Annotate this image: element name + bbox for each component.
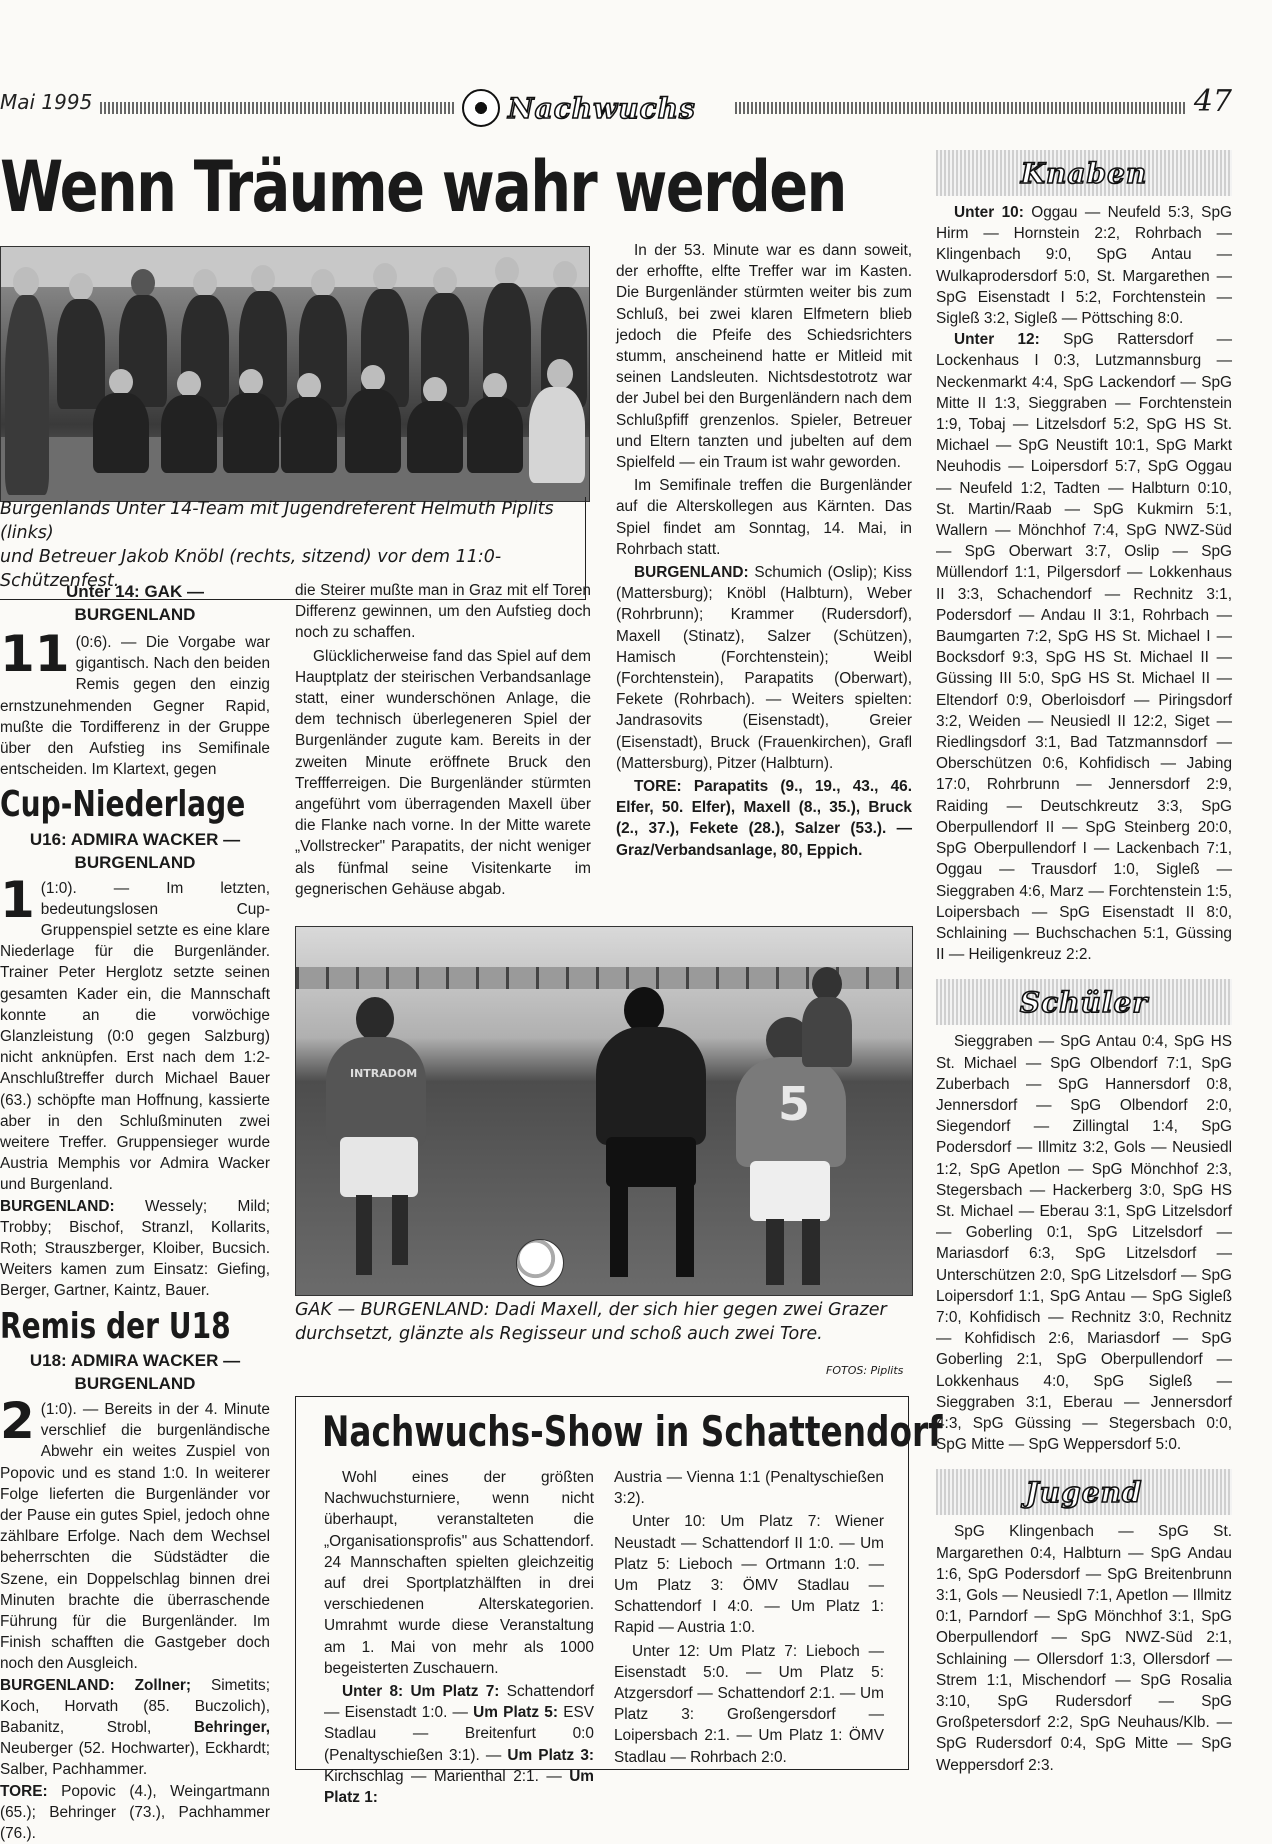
lineup-text: Schumich (Oslip); Kiss (Mattersburg); Knöbl (Halbturn), Weber (Rohrbrunn); Krammer (Rudersdorf), Maxell (Stinatz), Salzer (Schützen), Hamisch (Forchtenstein); Weibl (Forchtenstein), Parapatits (Oberwart), Fekete (Rohrbach). — Weiters spielten: Jandrasovits (Eisenstadt), Greier (Eisenstadt), Bruck (Frauenkirchen), Grafl (Mattersburg), Pitzer (Halbturn).: [616, 564, 913, 772]
lineup-text: Wessely; Mild; Trobby; Bischof, Stranzl, Kollarits, Roth; Strauszberger, Kloiber, Bucsich. Weiters kamen zum Einsatz: Giefing, Berger, Gartner, Kaintz, Bauer.: [0, 1197, 270, 1300]
shirt-number: 5: [778, 1077, 811, 1131]
goals-label: TORE:: [634, 778, 682, 796]
player-head: [177, 371, 201, 397]
issue-date: Mai 1995: [0, 90, 93, 114]
player-figure: [467, 397, 523, 473]
page-number: 47: [1193, 84, 1232, 119]
jugend-header: [936, 1469, 1232, 1515]
player-figure: [802, 997, 852, 1067]
goals-text: Popovic (4.), Weingartmann (65.); Behringer (73.), Pachhammer (76.).: [0, 1782, 270, 1842]
player-head: [483, 373, 507, 399]
show-box-col-left: [324, 1467, 594, 1810]
lineup-bold: Behringer,: [193, 1718, 270, 1736]
player-figure: [57, 299, 105, 409]
col2-paragraph: Glücklicherweise fand das Spiel auf dem Hauptplatz der steirischen Verbandsanlage statt, einer wunderschönen Anlage, die dem technisch überlegeneren Spiel der Burgenländer zugute kam. Bereits in der zweiten Minute eröffnete Bruck den Treffferreigen. Die Burgenländer stürmten angeführt vom überragenden Maxell über die Flanke nach vorne. In der Mitte warete „Vollstrecker" Parapatits, der nicht weniger als fünfmal seine Visitenkarte im gegnerischen Gehäuse abgab.: [295, 647, 591, 898]
player-head: [109, 369, 133, 395]
u18-paragraph: [0, 1391, 270, 1675]
player-head: [495, 257, 519, 285]
cup-headline: Cup-Niederlage: [0, 784, 246, 826]
show-text: Schattendorf — Eisenstadt 1:0. —: [324, 1683, 594, 1722]
player-head: [812, 967, 842, 1001]
show-bold: Um Platz 5:: [473, 1704, 558, 1722]
show-paragraph: Unter 12: Um Platz 7: Lieboch — Eisenstadt 5:0. — Um Platz 5: Atzgersdorf — Schattendorf 2:1. — Um Platz 3: Großengersdorf — Loipersbach 2:1. — Um Platz 1: ÖMV Stadlau — Rohrbach 2:0.: [614, 1642, 884, 1766]
header-rule-left: [100, 102, 455, 114]
player-head: [69, 273, 93, 301]
col3-paragraph: In der 53. Minute war es dann soweit, der erhoffte, elfte Treffer war im Kasten. Die Burgenländer stürmten weiter bis zum Schluß, bei zwei klaren Elfmetern blieb jedoch die Pfeife des Schiedsrichters stumm, anscheinend hatte er Mitleid mit seinen Landsleuten. Nichtsdestotrotz war der Jubel bei den Burgenländern nach dem Schlußpfiff grenzenlos. Spieler, Betreuer und Eltern tanzten und jubelten auf dem Spielfeld — ein Traum ist wahr geworden.: [616, 242, 912, 472]
caption-line: und Betreuer Jakob Knöbl (rechts, sitzend) vor dem 11:0-Schützenfest.: [0, 547, 502, 591]
caption-line: Burgenlands Unter 14-Team mit Jugendreferent Helmuth Piplits (links): [0, 499, 554, 543]
show-bold: Um Platz 3:: [507, 1746, 595, 1764]
schueler-header: [936, 979, 1232, 1025]
player-head: [373, 263, 397, 291]
schueler-title: Schüler: [1019, 985, 1149, 1019]
football-icon: [462, 89, 500, 127]
remis-headline: Remis der U18: [0, 1305, 231, 1347]
col2-paragraph: die Steirer mußte man in Graz mit elf Toren Differenz gewinnen, um den Aufstieg doch noch zu schaffen.: [295, 582, 591, 642]
player-head: [356, 997, 394, 1041]
u16-lineup: [0, 1196, 270, 1302]
football-ball: [516, 1239, 564, 1287]
show-text: Kirchschlag — Marienthal 2:1. —: [324, 1767, 562, 1785]
player-head: [547, 359, 573, 389]
schueler-results: [936, 1031, 1232, 1455]
results-text: SpG Klingenbach — SpG St. Margarethen 0:4, Halbturn — SpG Andau 1:6, SpG Podersdorf — SpG Breitenbrunn 3:1, Gols — Neusiedl 7:1, Apetlon — Illmitz 0:1, Parndorf — SpG Mönchhof 3:1, SpG Oberpullendorf — SpG NWZ-Süd 2:1, Schlaining — Ollersdorf 1:3, Ollersdorf — Strem 1:1, Mischendorf — SpG Rosalia 3:10, SpG Rudersdorf — SpG Großpetersdorf 2:2, SpG Neuhaus/Klb. — SpG Rudersdorf 0:4, SpG Mitte — SpG Weppersdorf 2:3.: [936, 1523, 1232, 1774]
u14-paragraph: [0, 625, 270, 780]
player-legs: [802, 1219, 820, 1285]
column-2: [295, 580, 591, 902]
player-legs: [392, 1195, 408, 1265]
col3-paragraph: Im Semifinale treffen die Burgenländer auf die Alterskollegen aus Kärnten. Das Spiel findet am Sonntag, 14. Mai, in Rohrbach statt.: [616, 477, 912, 558]
lineup-text: Neuberger (52. Hochwarter), Eckhardt; Salber, Pachhammer.: [0, 1740, 270, 1779]
u18-lineup: [0, 1675, 270, 1781]
knaben-results: [936, 202, 1232, 965]
column-3: [616, 240, 912, 863]
score-dropcap: 2: [0, 1391, 35, 1450]
photo-credit: FOTOS: Piplits: [826, 1364, 904, 1377]
lineup-label: BURGENLAND:: [634, 564, 749, 582]
show-bold: Unter 8: Um Platz 7:: [342, 1683, 500, 1701]
u16-text: (1:0). — Im letzten, bedeutungslosen Cup-Gruppenspiel setzte es eine klare Niederlage für die Burgenländer. Trainer Peter Herglotz setzte seinen gesamten Kader ein, die Mannschaft konnte an die vorwöchige Glanzleistung (0:0 gegen Salzburg) nicht anknüpfen. Erst nach dem 1:2-Anschlußtreffer durch Michael Bauer (63.) schöpfte man Hoffnung, kassierte aber in den Schlußminuten zwei weitere Treffer. Gruppensieger wurde Austria Memphis vor Admira Wacker und Burgenland.: [0, 879, 270, 1194]
score-dropcap: 11: [0, 625, 70, 683]
player-figure: [596, 1027, 706, 1145]
player-figure: [93, 393, 149, 473]
team-photo: [0, 246, 590, 502]
show-paragraph: Austria — Vienna 1:1 (Penaltyschießen 3:2).: [614, 1469, 884, 1508]
column-1: [0, 580, 270, 1844]
player-head: [251, 265, 275, 293]
player-legs: [356, 1195, 372, 1275]
player-shorts: [340, 1137, 418, 1197]
jugend-title: Jugend: [1025, 1475, 1143, 1509]
col3-lineup: [616, 562, 912, 774]
player-head: [423, 377, 447, 403]
u18-text: (1:0). — Bereits in der 4. Minute verschlief die burgenländische Abwehr ein weites Zuspiel von Popovic und es stand 1:0. In weiterer Folge lieferten die Burgenländer vor der Pause ein gutes Spiel, jedoch ohne zählbare Erfolge. Nach dem Wechsel beherrschten die Südstädter die Szene, ein Doppelschlag binnen drei Minuten brachte die überraschende Führung für die Burgenländer. Im Finish schafften die Gastgeber doch noch den Ausgleich.: [0, 1400, 270, 1673]
u14-text: (0:6). — Die Vorgabe war gigantisch. Nach den beiden Remis gegen den einzig ernstzunehmenden Gegner Rapid, mußte die Tordifferenz in der Gruppe über den Aufstieg ins Semifinale entscheiden. Im Klartext, gegen: [0, 634, 270, 779]
age-label: Unter 10:: [954, 204, 1024, 221]
lineup-bold: Zollner;: [134, 1676, 191, 1694]
section-title: Nachwuchs: [508, 91, 696, 125]
section-logo: [462, 88, 696, 128]
match-photo-caption: GAK — BURGENLAND: Dadi Maxell, der sich hier gegen zwei Grazer durchsetzt, glänzte als Regisseur und schoß auch zwei Tore.: [295, 1300, 887, 1344]
player-legs: [610, 1185, 628, 1277]
match-photo: [295, 926, 913, 1296]
results-text: Sieggraben — SpG Antau 0:4, SpG HS St. Michael — SpG Olbendorf 7:1, SpG Zuberbach — SpG Hannersdorf 0:8, Jennersdorf — SpG Olbendorf 2:0, Siegendorf — Zillingtal 1:4, SpG Podersdorf — Illmitz 3:2, Gols — Neusiedl 1:2, SpG Apetlon — SpG Mönchhof 2:3, Stegersbach — Hackerberg 3:0, SpG HS St. Michael — Eberau 3:1, SpG Litzelsdorf — Goberling 0:1, SpG Litzelsdorf — Mariasdorf 6:3, SpG Litzelsdorf — Unterschützen 2:0, SpG Litzelsdorf — SpG Loipersdorf 1:1, SpG Antau — SpG Sigleß 7:0, Kohfidisch — Rechnitz 3:0, Rechnitz — Kohfidisch 2:6, Mariasdorf — SpG Goberling 2:1, SpG Oberpullendorf — Lokkenhaus 4:0, SpG Sigleß — Sieggraben 3:1, Eberau — Jennersdorf 4:3, SpG Güssing — Stegersbach 0:0, SpG Mitte — SpG Weppersdorf 5:0.: [936, 1033, 1232, 1454]
u16-paragraph: [0, 870, 270, 1196]
main-headline: Wenn Träume wahr werden: [0, 146, 846, 228]
lineup-label: BURGENLAND:: [0, 1676, 115, 1694]
player-figure: [281, 397, 337, 473]
player-head: [193, 269, 217, 297]
results-text: SpG Rattersdorf — Lockenhaus I 0:3, Lutzmannsburg — Neckenmarkt 4:4, SpG Lackendorf — SpG Mitte II 1:3, Sieggraben — Forchtenstein 1:9, Tobaj — Litzelsdorf 5:2, SpG HS St. Michael — SpG Neustift 10:1, SpG Markt Neuhodis — Loipersdorf 5:7, SpG Oggau — Neufeld 1:2, Tadten — Halbturn 0:10, St. Martin/Raab — SpG Kukmirn 5:1, Wallern — Mönchhof 7:4, SpG NWZ-Süd — SpG Oberwart 3:7, Oslip — SpG Müllendorf 1:1, Pilgersdorf — Lokkenhaus II 3:3, Schachendorf — Rechnitz 3:1, Podersdorf — Andau II 3:1, Rohrbach — Baumgarten 7:2, SpG HS St. Michael I — Bocksdorf 9:3, SpG HS St. Michael II — Güssing III 5:0, SpG HS St. Michael II — Eltendorf 0:9, Oberloisdorf — Piringsdorf 3:2, Weiden — Neusiedl II 12:2, Siget — Riedlingsdorf 3:1, Bad Tatzmannsdorf — Oberschützen 0:6, Kohfidisch — Jabing 17:0, Rohrbrunn — Jennersdorf 2:9, Raiding — Deutschkreutz 3:3, SpG Oberpullendorf II — SpG Steinberg 20:0, SpG Oberpullendorf I — Lackenbach 7:1, Oggau — Trausdorf 1:0, Sigleß — Sieggraben 4:6, Marz — Forchtenstein 1:5, Loipersbach — SpG Eisenstadt II 8:0, Schlaining — Buchschachen 5:1, Güssing II — Heiligenkreuz 2:2.: [936, 331, 1232, 964]
lineup-label: BURGENLAND:: [0, 1197, 115, 1215]
player-figure: [529, 387, 585, 483]
u14-heading: Unter 14: GAK — BURGENLAND: [66, 582, 204, 624]
player-legs: [766, 1219, 784, 1285]
player-head: [433, 267, 457, 295]
u18-goals: [0, 1781, 270, 1844]
show-paragraph: Unter 10: Um Platz 7: Wiener Neustadt — Schattendorf II 1:0. — Um Platz 5: Lieboch — Ortmann 1:0. — Um Platz 3: ÖMV Stadlau — Schattendorf I 4:0. — Um Platz 1: Rapid — Austria 1:0.: [614, 1513, 884, 1637]
u16-heading: U16: ADMIRA WACKER — BURGENLAND: [29, 829, 241, 872]
player-head: [131, 269, 155, 297]
jugend-results: [936, 1521, 1232, 1775]
player-figure: [223, 393, 279, 473]
goals-text: Parapatits (9., 19., 43., 46. Elfer, 50. Elfer), Maxell (8., 35.), Bruck (2., 37.), Fekete (28.), Salzer (53.). — Graz/Verbandsanlage, 80, Eppich.: [616, 778, 912, 859]
knaben-title: Knaben: [1020, 156, 1148, 190]
player-head: [311, 269, 335, 297]
show-box-col-right: [614, 1467, 884, 1770]
player-head: [297, 373, 321, 399]
show-box: [295, 1396, 943, 1807]
player-figure: [326, 1037, 426, 1147]
player-head: [239, 369, 263, 395]
player-legs: [676, 1185, 694, 1277]
player-figure: [407, 401, 463, 473]
player-shorts: [750, 1161, 830, 1221]
player-head: [13, 267, 39, 297]
results-sidebar: [936, 150, 1232, 1776]
shirt-text: INTRADOM: [350, 1067, 418, 1080]
show-box-title: Nachwuchs-Show in Schattendorf: [322, 1407, 943, 1456]
lineup-text: Simetits; Koch, Horvath (85. Buczolich), Babanitz, Strobl,: [0, 1676, 270, 1736]
knaben-header: [936, 150, 1232, 196]
age-label: Unter 12:: [954, 331, 1040, 349]
player-figure: [161, 395, 217, 473]
header-rule-right: [735, 102, 1185, 114]
player-shorts: [606, 1137, 696, 1187]
player-figure: [345, 389, 401, 473]
player-head: [361, 365, 385, 391]
show-paragraph: Wohl eines der größten Nachwuchsturniere, wenn nicht überhaupt, veranstalteten die „Organisationsprofis" aus Schattendorf. 24 Mannschaften spielten gleichzeitig auf drei Sportplatzhälften in drei verschiedenen Alterskategorien. Umrahmt wurde diese Veranstaltung am 1. Mai von mehr als 1000 begeisterten Zuschauern.: [324, 1469, 594, 1677]
u18-heading: U18: ADMIRA WACKER — BURGENLAND: [29, 1350, 241, 1393]
col3-goals: [616, 776, 912, 861]
show-paragraph: [324, 1681, 594, 1808]
goals-label: TORE:: [0, 1782, 48, 1800]
results-text: Oggau — Neufeld 5:3, SpG Hirm — Hornstein 2:2, Rohrbach — Klingenbach 9:0, SpG Antau — Wulkaprodersdorf 5:0, St. Margarethen — SpG Eisenstadt I 5:2, Forchtenstein — Sigleß 3:2, Sigleß — Pöttsching 8:0.: [936, 204, 1232, 328]
show-bold: Um Platz 1:: [324, 1767, 594, 1807]
player-head: [553, 261, 577, 289]
show-text: ESV Stadlau — Breitenfurt 0:0 (Penaltyschießen 3:1). —: [324, 1704, 595, 1764]
player-figure: [5, 295, 49, 495]
score-dropcap: 1: [0, 870, 35, 929]
